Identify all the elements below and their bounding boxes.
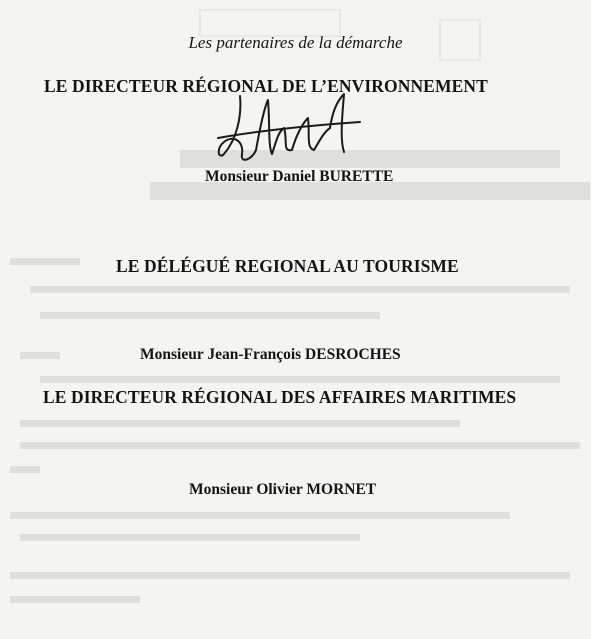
signatory-title-environment: LE DIRECTEUR RÉGIONAL DE L’ENVIRONNEMENT — [44, 76, 488, 96]
partners-intro: Les partenaires de la démarche — [188, 33, 403, 52]
signatory-name-environment: Monsieur Daniel BURETTE — [205, 168, 394, 185]
signatory-name-tourism: Monsieur Jean-François DESROCHES — [140, 346, 401, 363]
signatory-name-maritime: Monsieur Olivier MORNET — [189, 481, 377, 498]
signatory-title-tourism: LE DÉLÉGUÉ REGIONAL AU TOURISME — [116, 256, 459, 276]
signatory-title-maritime: LE DIRECTEUR RÉGIONAL DES AFFAIRES MARITIMES — [43, 387, 517, 407]
